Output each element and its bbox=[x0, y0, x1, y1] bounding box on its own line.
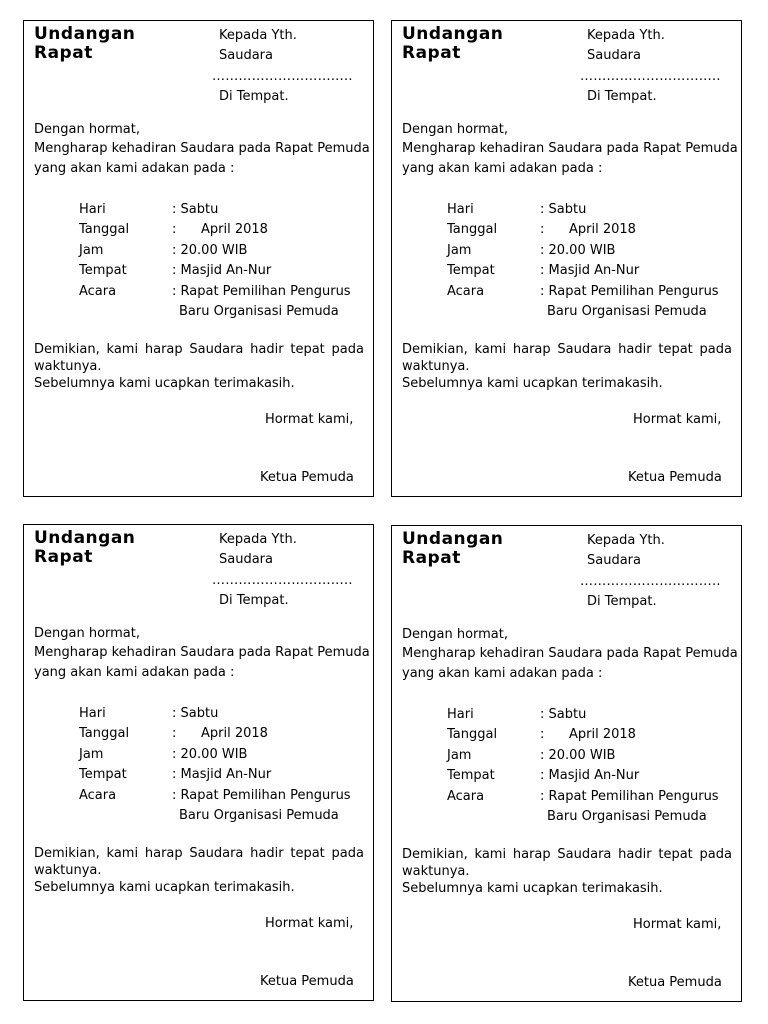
time-label: Jam bbox=[447, 748, 472, 763]
recipient-place: Di Tempat. bbox=[219, 89, 289, 104]
invitation-card-2 bbox=[391, 20, 742, 497]
recipient-name: Saudara bbox=[587, 553, 641, 568]
closing-line-2: waktunya. bbox=[34, 863, 102, 878]
event-value-line-2: Baru Organisasi Pemuda bbox=[547, 304, 707, 319]
recipient-blank-line: ………………………….. bbox=[580, 574, 721, 589]
closing-line-2: waktunya. bbox=[402, 864, 470, 879]
event-value-line-1: : Rapat Pemilihan Pengurus bbox=[540, 789, 719, 804]
closing-line-1: Demikian, kami harap Saudara hadir tepat pada bbox=[34, 342, 364, 357]
intro-line-1: Mengharap kehadiran Saudara pada Rapat Pemuda bbox=[34, 645, 370, 660]
day-label: Hari bbox=[447, 202, 474, 217]
venue-value: : Masjid An-Nur bbox=[540, 263, 640, 278]
intro-line-2: yang akan kami adakan pada : bbox=[34, 665, 235, 680]
regards: Hormat kami, bbox=[265, 916, 354, 931]
signature: Ketua Pemuda bbox=[260, 470, 354, 485]
time-value: : 20.00 WIB bbox=[540, 243, 616, 258]
invitation-card-3 bbox=[23, 524, 374, 1001]
thanks-line: Sebelumnya kami ucapkan terimakasih. bbox=[34, 880, 295, 895]
recipient-blank-line: ………………………….. bbox=[580, 69, 721, 84]
intro-line-2: yang akan kami adakan pada : bbox=[402, 161, 603, 176]
intro-line-2: yang akan kami adakan pada : bbox=[402, 666, 603, 681]
day-value: : Sabtu bbox=[540, 707, 587, 722]
date-value: April 2018 bbox=[201, 726, 268, 741]
regards: Hormat kami, bbox=[633, 412, 722, 427]
regards: Hormat kami, bbox=[633, 917, 722, 932]
event-value-line-1: : Rapat Pemilihan Pengurus bbox=[172, 788, 351, 803]
invitation-title: Undangan Rapat bbox=[402, 24, 504, 63]
time-value: : 20.00 WIB bbox=[172, 243, 248, 258]
day-label: Hari bbox=[79, 202, 106, 217]
intro-line-1: Mengharap kehadiran Saudara pada Rapat Pemuda bbox=[402, 646, 738, 661]
recipient-place: Di Tempat. bbox=[587, 594, 657, 609]
intro-line-2: yang akan kami adakan pada : bbox=[34, 161, 235, 176]
thanks-line: Sebelumnya kami ucapkan terimakasih. bbox=[34, 376, 295, 391]
recipient-salutation: Kepada Yth. bbox=[219, 532, 297, 547]
event-value-line-2: Baru Organisasi Pemuda bbox=[179, 304, 339, 319]
date-colon: : bbox=[540, 222, 545, 237]
event-value-line-1: : Rapat Pemilihan Pengurus bbox=[540, 284, 719, 299]
recipient-place: Di Tempat. bbox=[587, 89, 657, 104]
recipient-name: Saudara bbox=[219, 552, 273, 567]
event-value-line-1: : Rapat Pemilihan Pengurus bbox=[172, 284, 351, 299]
signature: Ketua Pemuda bbox=[628, 975, 722, 990]
day-label: Hari bbox=[79, 706, 106, 721]
venue-label: Tempat bbox=[79, 263, 127, 278]
event-label: Acara bbox=[447, 284, 485, 299]
recipient-name: Saudara bbox=[587, 48, 641, 63]
greeting: Dengan hormat, bbox=[402, 627, 509, 642]
regards: Hormat kami, bbox=[265, 412, 354, 427]
closing-line-1: Demikian, kami harap Saudara hadir tepat pada bbox=[402, 847, 732, 862]
signature: Ketua Pemuda bbox=[260, 974, 354, 989]
recipient-blank-line: ………………………….. bbox=[212, 573, 353, 588]
invitation-title: Undangan Rapat bbox=[34, 24, 136, 63]
invitation-title: Undangan Rapat bbox=[34, 528, 136, 567]
greeting: Dengan hormat, bbox=[34, 122, 141, 137]
date-colon: : bbox=[540, 727, 545, 742]
time-value: : 20.00 WIB bbox=[540, 748, 616, 763]
venue-value: : Masjid An-Nur bbox=[172, 263, 272, 278]
closing-line-1: Demikian, kami harap Saudara hadir tepat pada bbox=[402, 342, 732, 357]
date-label: Tanggal bbox=[447, 222, 498, 237]
recipient-name: Saudara bbox=[219, 48, 273, 63]
intro-line-1: Mengharap kehadiran Saudara pada Rapat Pemuda bbox=[402, 141, 738, 156]
time-value: : 20.00 WIB bbox=[172, 747, 248, 762]
day-value: : Sabtu bbox=[172, 706, 219, 721]
event-label: Acara bbox=[79, 284, 117, 299]
date-colon: : bbox=[172, 222, 177, 237]
venue-value: : Masjid An-Nur bbox=[172, 767, 272, 782]
greeting: Dengan hormat, bbox=[402, 122, 509, 137]
signature: Ketua Pemuda bbox=[628, 470, 722, 485]
time-label: Jam bbox=[79, 747, 104, 762]
event-label: Acara bbox=[447, 789, 485, 804]
invitation-card-1 bbox=[23, 20, 374, 497]
thanks-line: Sebelumnya kami ucapkan terimakasih. bbox=[402, 881, 663, 896]
date-label: Tanggal bbox=[79, 222, 130, 237]
thanks-line: Sebelumnya kami ucapkan terimakasih. bbox=[402, 376, 663, 391]
recipient-salutation: Kepada Yth. bbox=[587, 533, 665, 548]
date-label: Tanggal bbox=[79, 726, 130, 741]
greeting: Dengan hormat, bbox=[34, 626, 141, 641]
event-value-line-2: Baru Organisasi Pemuda bbox=[179, 808, 339, 823]
time-label: Jam bbox=[447, 243, 472, 258]
venue-label: Tempat bbox=[447, 263, 495, 278]
recipient-place: Di Tempat. bbox=[219, 593, 289, 608]
venue-value: : Masjid An-Nur bbox=[540, 768, 640, 783]
closing-line-2: waktunya. bbox=[402, 359, 470, 374]
event-value-line-2: Baru Organisasi Pemuda bbox=[547, 809, 707, 824]
invitation-card-4 bbox=[391, 525, 742, 1002]
recipient-blank-line: ………………………….. bbox=[212, 69, 353, 84]
date-value: April 2018 bbox=[201, 222, 268, 237]
day-label: Hari bbox=[447, 707, 474, 722]
recipient-salutation: Kepada Yth. bbox=[219, 28, 297, 43]
date-value: April 2018 bbox=[569, 727, 636, 742]
invitation-title: Undangan Rapat bbox=[402, 529, 504, 568]
time-label: Jam bbox=[79, 243, 104, 258]
recipient-salutation: Kepada Yth. bbox=[587, 28, 665, 43]
date-colon: : bbox=[172, 726, 177, 741]
closing-line-2: waktunya. bbox=[34, 359, 102, 374]
intro-line-1: Mengharap kehadiran Saudara pada Rapat Pemuda bbox=[34, 141, 370, 156]
event-label: Acara bbox=[79, 788, 117, 803]
date-value: April 2018 bbox=[569, 222, 636, 237]
day-value: : Sabtu bbox=[540, 202, 587, 217]
closing-line-1: Demikian, kami harap Saudara hadir tepat pada bbox=[34, 846, 364, 861]
day-value: : Sabtu bbox=[172, 202, 219, 217]
date-label: Tanggal bbox=[447, 727, 498, 742]
venue-label: Tempat bbox=[79, 767, 127, 782]
venue-label: Tempat bbox=[447, 768, 495, 783]
